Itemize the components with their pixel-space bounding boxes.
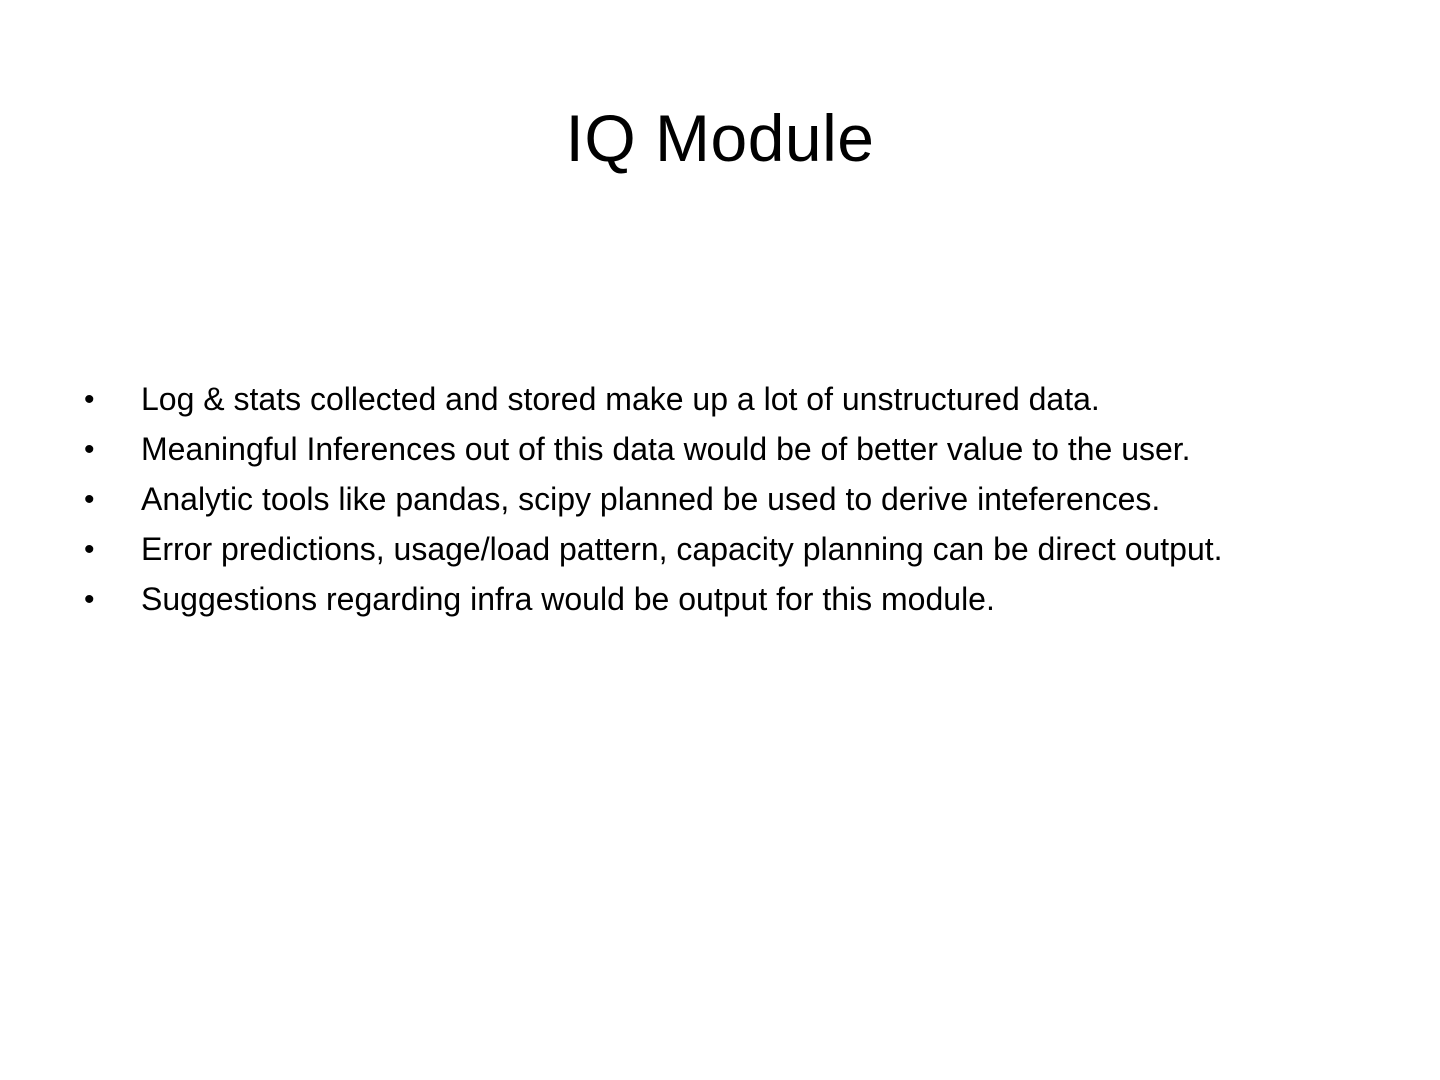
bullet-icon: • xyxy=(84,383,95,416)
bullet-item xyxy=(84,428,1384,471)
bullet-icon: • xyxy=(84,483,95,516)
bullet-item xyxy=(84,378,1384,421)
bullet-icon: • xyxy=(84,433,95,466)
bullet-item xyxy=(84,528,1384,571)
bullet-list xyxy=(84,378,1384,628)
bullet-icon: • xyxy=(84,533,95,566)
bullet-icon: • xyxy=(84,583,95,616)
bullet-item xyxy=(84,478,1384,521)
bullet-text: Log & stats collected and stored make up a lot of unstructured data. xyxy=(141,381,1100,417)
bullet-text: Analytic tools like pandas, scipy planned be used to derive inteferences. xyxy=(141,481,1161,517)
bullet-text: Error predictions, usage/load pattern, capacity planning can be direct output. xyxy=(141,531,1223,567)
bullet-text: Suggestions regarding infra would be output for this module. xyxy=(141,581,995,617)
bullet-text: Meaningful Inferences out of this data would be of better value to the user. xyxy=(141,431,1191,467)
bullet-item xyxy=(84,578,1384,621)
slide-title: IQ Module xyxy=(565,101,875,175)
